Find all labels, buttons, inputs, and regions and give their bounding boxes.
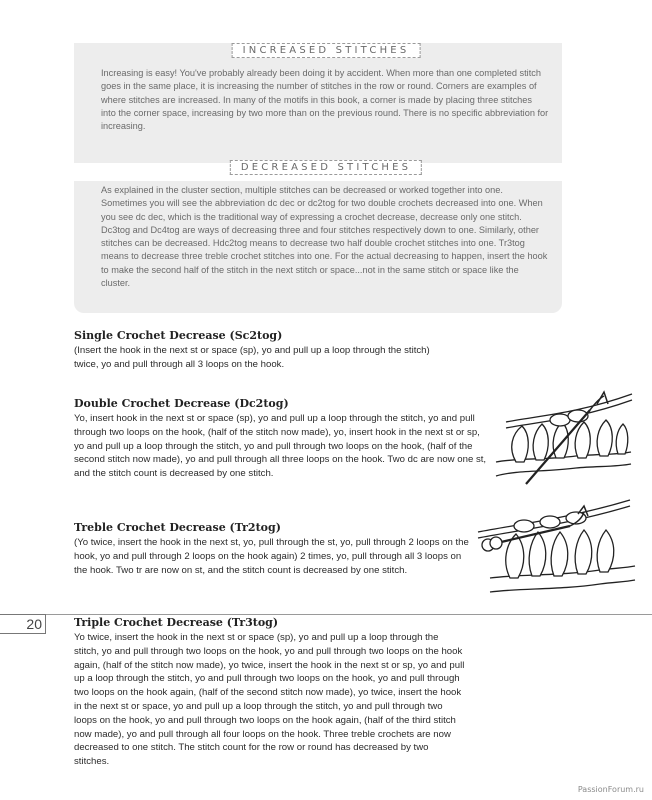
decreased-heading-row [0, 160, 652, 174]
watermark: PassionForum.ru [577, 785, 644, 794]
tr2tog-title: Treble Crochet Decrease (Tr2tog) [74, 521, 281, 534]
page-number-box [0, 614, 46, 634]
dc2tog-body: Yo, insert hook in the next st or space (sp), yo and pull up a loop through the stitch, yo and pull through two loops on the hook, (half of the stitch now made), yo, insert hook in the next st or sp, yo and pull up a loop through the stitch, yo and pull through two loops on the hook, (half of the second stitch now made), yo and pull through all three loops on the hook. Two dc are now one st, and the stitch count is decreased by one stitch. [74, 413, 487, 480]
tr2tog-body: (Yo twice, insert the hook in the next st, yo, pull through the st, yo, pull through 2 loops on the hook, yo and pull through 2 loops on the hook again) 2 times, yo, pull through all 3 loops on the hook. Two tr are now on st, and the stitch count is decreased by one stitch. [74, 537, 469, 576]
increased-stitches-text: Increasing is easy! You've probably already been doing it by accident. When more than one completed stitch goes in the same place, it is increasing the number of stitches in the row or round. Corners are examples of where stitches are increased. In many of the motifs in this book, a corner is made by placing three stitches into the corner space, increasing by two more than on the previous round. There is no specific abbreviation for increasing. [101, 68, 549, 132]
decreased-stitches-heading: DECREASED STITCHES [230, 160, 422, 175]
tr3tog-body: Yo twice, insert the hook in the next st or space (sp), yo and pull up a loop through the stitch, yo and pull through two loops on the hook, yo and pull through two loops on the hook again, (half of the stitch now made), yo twice, insert the hook in the next st or sp, yo and pull up a loop through the stitch, yo and pull through two loops on the hook, yo and pull through two loops on the hook again, (half of the second stitch now made), yo twice, insert the hook in the next st or space, yo and pull up a loop through the stitch, yo and pull through two loops on the hook, yo and pull through two loops on the hook again, (half of the third stitch now made), yo and pull through all four loops on the hook. Three treble crochets are now decreased to one stitch. The stitch count for the row or round has decreased by two stitches. [74, 632, 465, 768]
page-rule [46, 614, 652, 615]
decreased-stitches-text: As explained in the cluster section, multiple stitches can be decreased or worked together into one. Sometimes you will see the abbreviation dc dec or dc2tog for two double crochets decreased into one. When you see dc dec, which is the traditional way of expressing a crochet decrease, decrease only one stitch. Dc3tog and Dc4tog are ways of decreasing three and four stitches respectively down to one. Similarly, other stitches can be decreased. Hdc2tog means to decrease two half double crochet stitches into one. Tr3tog means to decrease three treble crochet stitches into one. For the actual decreasing to happen, insert the hook to make the second half of the stitch in the next stitch or space...not in the same stitch or space like the cluster. [101, 185, 548, 289]
page-number: 20 [26, 616, 42, 632]
dc2tog-illustration [486, 388, 636, 488]
increased-heading-row [0, 43, 652, 57]
tr3tog-title: Triple Crochet Decrease (Tr3tog) [74, 616, 279, 629]
sc2tog-title: Single Crochet Decrease (Sc2tog) [74, 329, 283, 342]
dc2tog-title: Double Crochet Decrease (Dc2tog) [74, 397, 289, 410]
tr2tog-illustration [470, 496, 638, 606]
increased-stitches-heading: INCREASED STITCHES [232, 43, 421, 58]
sc2tog-body: (Insert the hook in the next st or space (sp), yo and pull up a loop through the stitch) twice, yo and pull through all 3 loops on the hook. [74, 345, 430, 370]
